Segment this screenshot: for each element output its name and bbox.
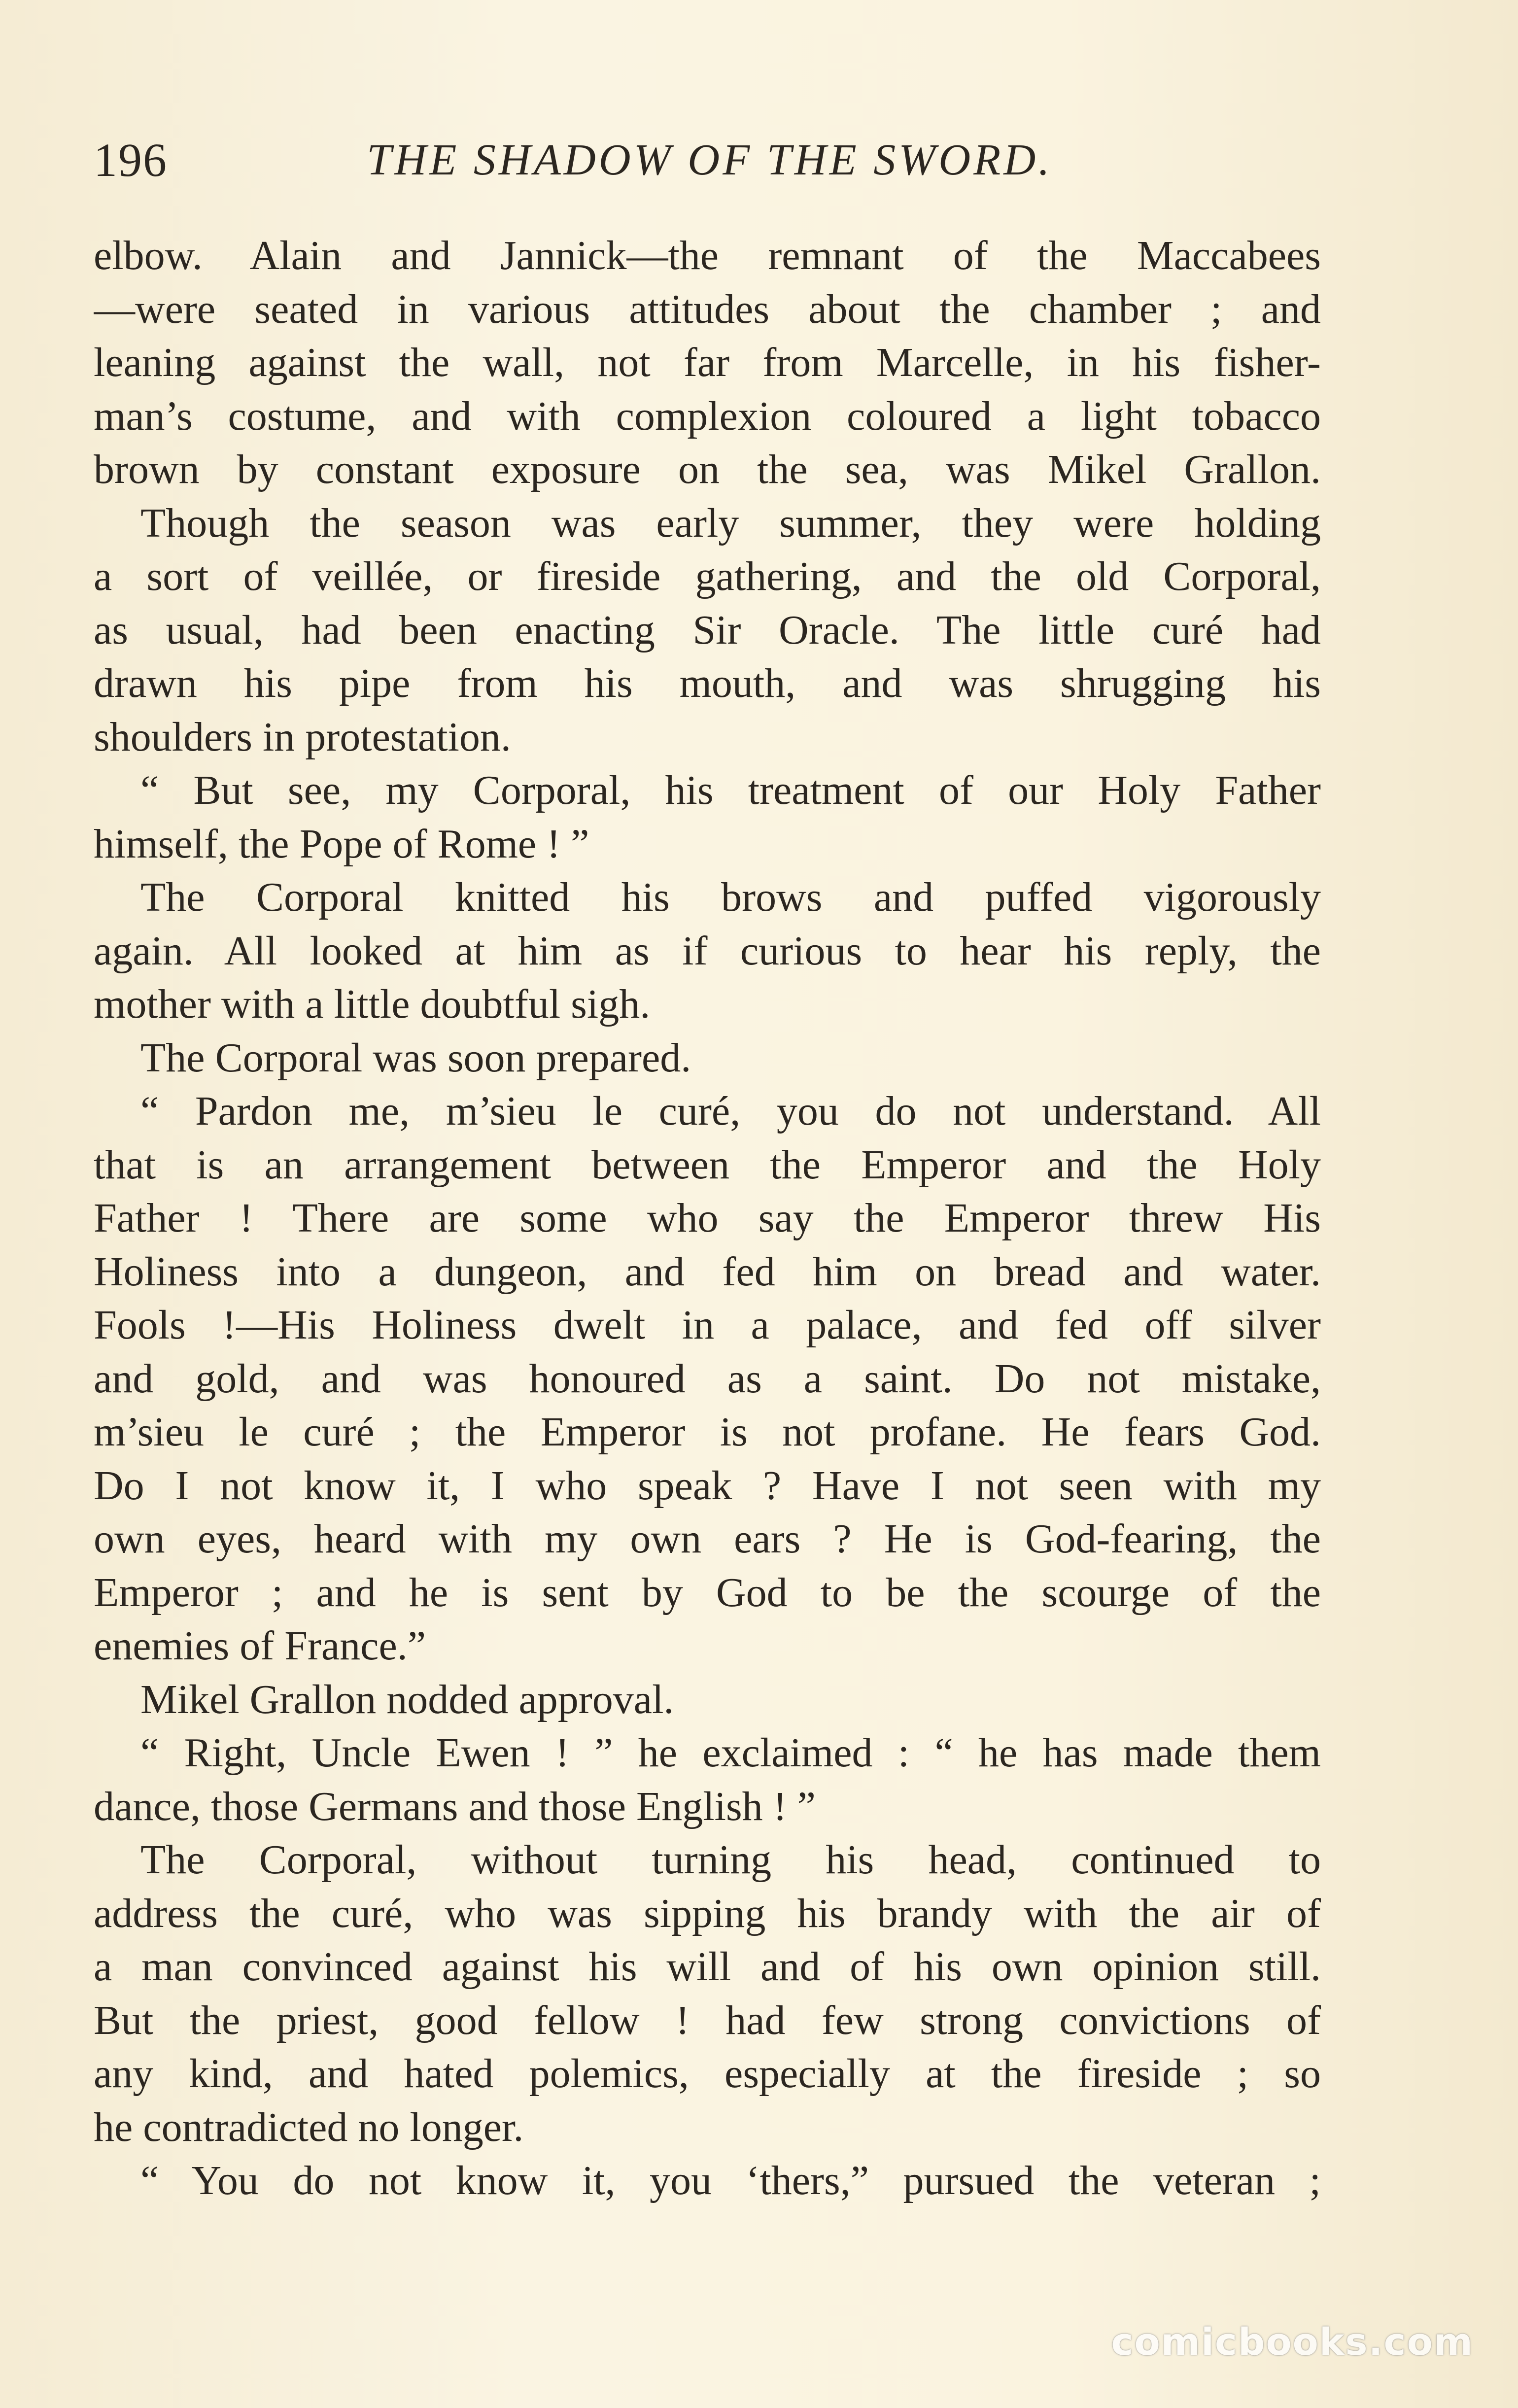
text-line: he contradicted no longer. <box>94 2104 524 2150</box>
text-line: But the priest, good fellow ! had few strong convictions of <box>94 1997 1321 2043</box>
text-line: —were seated in various attitudes about the chamber ; and <box>94 286 1321 332</box>
text-line: “ But see, my Corporal, his treatment of our Holy Father <box>140 767 1321 813</box>
text-line: as usual, had been enacting Sir Oracle. The little curé had <box>94 607 1321 653</box>
text-line: address the curé, who was sipping his brandy with the air of <box>94 1890 1321 1936</box>
text-line: and gold, and was honoured as a saint. Do not mistake, <box>94 1355 1321 1402</box>
text-line: that is an arrangement between the Emperor and the Holy <box>94 1141 1321 1188</box>
text-line: The Corporal knitted his brows and puffed vigorously <box>140 874 1321 920</box>
running-title: THE SHADOW OF THE SWORD. <box>367 136 1053 184</box>
text-line: a man convinced against his will and of his own opinion still. <box>94 1944 1321 1990</box>
text-line: “ Right, Uncle Ewen ! ” he exclaimed : “ he has made them <box>140 1730 1321 1776</box>
text-line: man’s costume, and with complexion coloured a light tobacco <box>94 393 1321 439</box>
text-line: Holiness into a dungeon, and fed him on bread and water. <box>94 1248 1321 1295</box>
page-header <box>94 126 1326 195</box>
text-line: Do I not know it, I who speak ? Have I not seen with my <box>94 1462 1321 1509</box>
text-line: The Corporal was soon prepared. <box>140 1034 691 1081</box>
text-line: own eyes, heard with my own ears ? He is God-fearing, the <box>94 1516 1321 1562</box>
text-line: a sort of veillée, or fireside gathering, and the old Corporal, <box>94 553 1321 599</box>
text-line: The Corporal, without turning his head, continued to <box>140 1837 1321 1883</box>
text-line: himself, the Pope of Rome ! ” <box>94 821 589 867</box>
body-text <box>94 229 1321 2208</box>
text-line: m’sieu le curé ; the Emperor is not profane. He fears God. <box>94 1409 1321 1455</box>
text-line: dance, those Germans and those English ! ” <box>94 1783 816 1829</box>
text-line: drawn his pipe from his mouth, and was shrugging his <box>94 660 1321 706</box>
text-line: “ You do not know it, you ‘thers,” pursued the veteran ; <box>140 2158 1321 2203</box>
text-line: Fools !—His Holiness dwelt in a palace, and fed off silver <box>94 1302 1321 1348</box>
text-line: Emperor ; and he is sent by God to be the scourge of the <box>94 1569 1321 1616</box>
text-line: brown by constant exposure on the sea, was Mikel Grallon. <box>94 447 1321 492</box>
text-line: “ Pardon me, m’sieu le curé, you do not understand. All <box>140 1088 1321 1134</box>
watermark: comicbooks.com <box>1111 2320 1474 2364</box>
text-line: elbow. Alain and Jannick—the remnant of the Maccabees <box>94 233 1321 278</box>
text-line: enemies of France.” <box>94 1623 426 1669</box>
text-line: again. All looked at him as if curious to hear his reply, the <box>94 928 1321 974</box>
text-line: Though the season was early summer, they were holding <box>140 500 1321 546</box>
text-line: Mikel Grallon nodded approval. <box>140 1676 674 1722</box>
text-line: shoulders in protestation. <box>94 714 511 760</box>
text-line: Father ! There are some who say the Emperor threw His <box>94 1195 1321 1241</box>
text-line: mother with a little doubtful sigh. <box>94 981 651 1027</box>
text-line: leaning against the wall, not far from Marcelle, in his fisher- <box>94 340 1321 385</box>
text-line: any kind, and hated polemics, especially at the fireside ; so <box>94 2051 1321 2097</box>
page-number: 196 <box>94 134 168 186</box>
